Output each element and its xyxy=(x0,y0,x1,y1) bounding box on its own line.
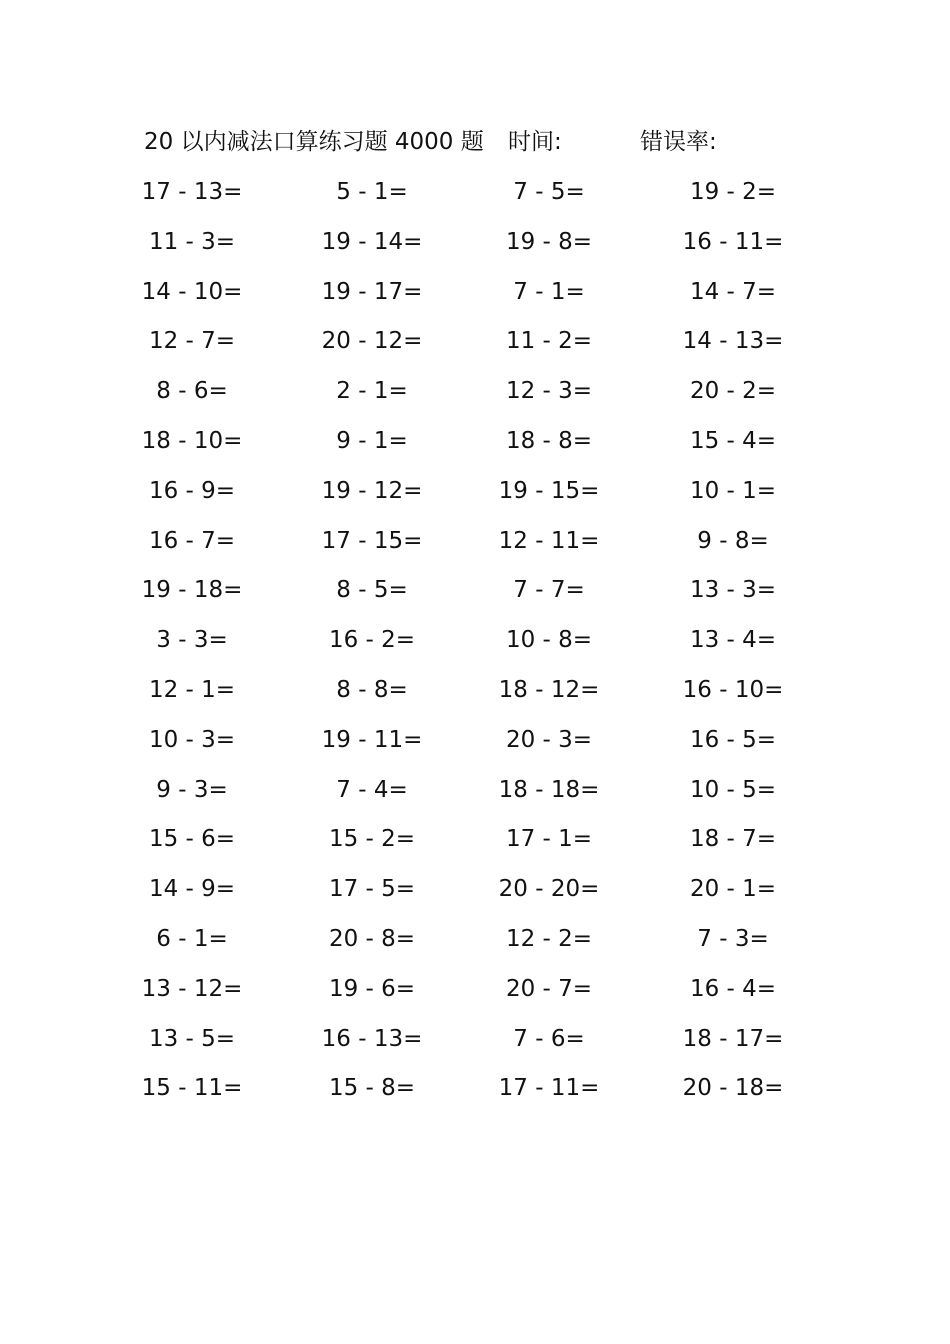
problem-item: 14 - 9= xyxy=(148,876,236,903)
problem-item: 7 - 5= xyxy=(513,179,585,205)
problem-item: 10 - 3= xyxy=(148,726,236,753)
problem-item: 7 - 4= xyxy=(336,776,408,803)
problem-item: 10 - 8= xyxy=(505,627,593,654)
problem-item: 16 - 2= xyxy=(328,627,416,654)
problem-item: 20 - 12= xyxy=(321,328,423,355)
problem-item: 17 - 13= xyxy=(141,179,243,205)
problem-row xyxy=(0,967,950,1017)
problem-item: 7 - 3= xyxy=(697,925,769,952)
problem-row xyxy=(0,568,950,618)
problem-item: 8 - 5= xyxy=(336,577,408,604)
problem-item: 18 - 10= xyxy=(141,427,243,454)
worksheet-title: 20 以内减法口算练习题 4000 题 xyxy=(144,129,484,155)
problem-item: 20 - 1= xyxy=(689,876,777,903)
problem-row xyxy=(0,519,950,569)
problem-item: 19 - 11= xyxy=(321,726,423,753)
problem-row xyxy=(0,1066,950,1116)
problem-row xyxy=(0,270,950,320)
problem-item: 14 - 10= xyxy=(141,278,243,305)
problem-item: 19 - 12= xyxy=(321,477,423,504)
time-label: 时间: xyxy=(508,129,562,155)
problem-item: 15 - 2= xyxy=(328,826,416,853)
problem-item: 19 - 6= xyxy=(328,975,416,1002)
worksheet-header xyxy=(144,124,844,160)
problem-row xyxy=(0,369,950,419)
problem-item: 18 - 12= xyxy=(498,676,600,703)
problem-item: 15 - 4= xyxy=(689,427,777,454)
problem-item: 12 - 2= xyxy=(505,925,593,952)
problem-item: 16 - 4= xyxy=(689,975,777,1002)
problem-item: 19 - 18= xyxy=(141,577,243,604)
problem-item: 20 - 2= xyxy=(689,378,777,405)
problem-item: 10 - 5= xyxy=(689,776,777,803)
problem-item: 18 - 18= xyxy=(498,776,600,803)
problem-row xyxy=(0,768,950,818)
problem-item: 18 - 7= xyxy=(689,826,777,853)
problem-item: 3 - 3= xyxy=(156,627,228,654)
problem-item: 20 - 7= xyxy=(505,975,593,1002)
problem-row xyxy=(0,618,950,668)
problem-item: 17 - 5= xyxy=(328,876,416,903)
problem-item: 19 - 15= xyxy=(498,477,600,504)
problem-item: 6 - 1= xyxy=(156,925,228,952)
problem-item: 8 - 6= xyxy=(156,378,228,405)
problem-item: 15 - 6= xyxy=(148,826,236,853)
problem-row xyxy=(0,170,950,220)
problem-item: 7 - 6= xyxy=(513,1025,585,1052)
problem-item: 20 - 8= xyxy=(328,925,416,952)
problem-grid xyxy=(0,170,950,1116)
problem-item: 13 - 12= xyxy=(141,975,243,1002)
problem-item: 14 - 7= xyxy=(689,278,777,305)
problem-row xyxy=(0,867,950,917)
problem-item: 5 - 1= xyxy=(336,179,408,205)
problem-item: 19 - 8= xyxy=(505,228,593,255)
problem-item: 11 - 2= xyxy=(505,328,593,355)
problem-item: 19 - 17= xyxy=(321,278,423,305)
problem-item: 8 - 8= xyxy=(336,676,408,703)
problem-item: 13 - 3= xyxy=(689,577,777,604)
problem-row xyxy=(0,817,950,867)
problem-item: 18 - 17= xyxy=(682,1025,784,1052)
problem-item: 16 - 5= xyxy=(689,726,777,753)
problem-item: 7 - 7= xyxy=(513,577,585,604)
problem-item: 2 - 1= xyxy=(336,378,408,405)
problem-item: 20 - 18= xyxy=(682,1075,784,1102)
problem-item: 9 - 8= xyxy=(697,527,769,554)
problem-item: 9 - 3= xyxy=(156,776,228,803)
problem-item: 17 - 15= xyxy=(321,527,423,554)
problem-row xyxy=(0,668,950,718)
problem-item: 7 - 1= xyxy=(513,278,585,305)
problem-row xyxy=(0,419,950,469)
problem-item: 19 - 14= xyxy=(321,228,423,255)
problem-item: 19 - 2= xyxy=(689,179,777,205)
problem-item: 12 - 3= xyxy=(505,378,593,405)
problem-item: 16 - 7= xyxy=(148,527,236,554)
problem-item: 13 - 4= xyxy=(689,627,777,654)
problem-item: 12 - 11= xyxy=(498,527,600,554)
problem-item: 12 - 7= xyxy=(148,328,236,355)
problem-item: 14 - 13= xyxy=(682,328,784,355)
problem-item: 16 - 13= xyxy=(321,1025,423,1052)
problem-item: 13 - 5= xyxy=(148,1025,236,1052)
problem-item: 20 - 3= xyxy=(505,726,593,753)
problem-item: 12 - 1= xyxy=(148,676,236,703)
problem-row xyxy=(0,319,950,369)
problem-item: 9 - 1= xyxy=(336,427,408,454)
problem-row xyxy=(0,220,950,270)
problem-item: 10 - 1= xyxy=(689,477,777,504)
error-rate-label: 错误率: xyxy=(640,129,717,155)
problem-row xyxy=(0,469,950,519)
problem-row xyxy=(0,917,950,967)
problem-item: 15 - 8= xyxy=(328,1075,416,1102)
problem-item: 16 - 11= xyxy=(682,228,784,255)
problem-row xyxy=(0,718,950,768)
problem-item: 20 - 20= xyxy=(498,876,600,903)
problem-item: 16 - 10= xyxy=(682,676,784,703)
problem-item: 16 - 9= xyxy=(148,477,236,504)
problem-item: 18 - 8= xyxy=(505,427,593,454)
problem-item: 17 - 1= xyxy=(505,826,593,853)
problem-item: 11 - 3= xyxy=(148,228,236,255)
problem-item: 17 - 11= xyxy=(498,1075,600,1102)
problem-row xyxy=(0,1017,950,1067)
problem-item: 15 - 11= xyxy=(141,1075,243,1102)
